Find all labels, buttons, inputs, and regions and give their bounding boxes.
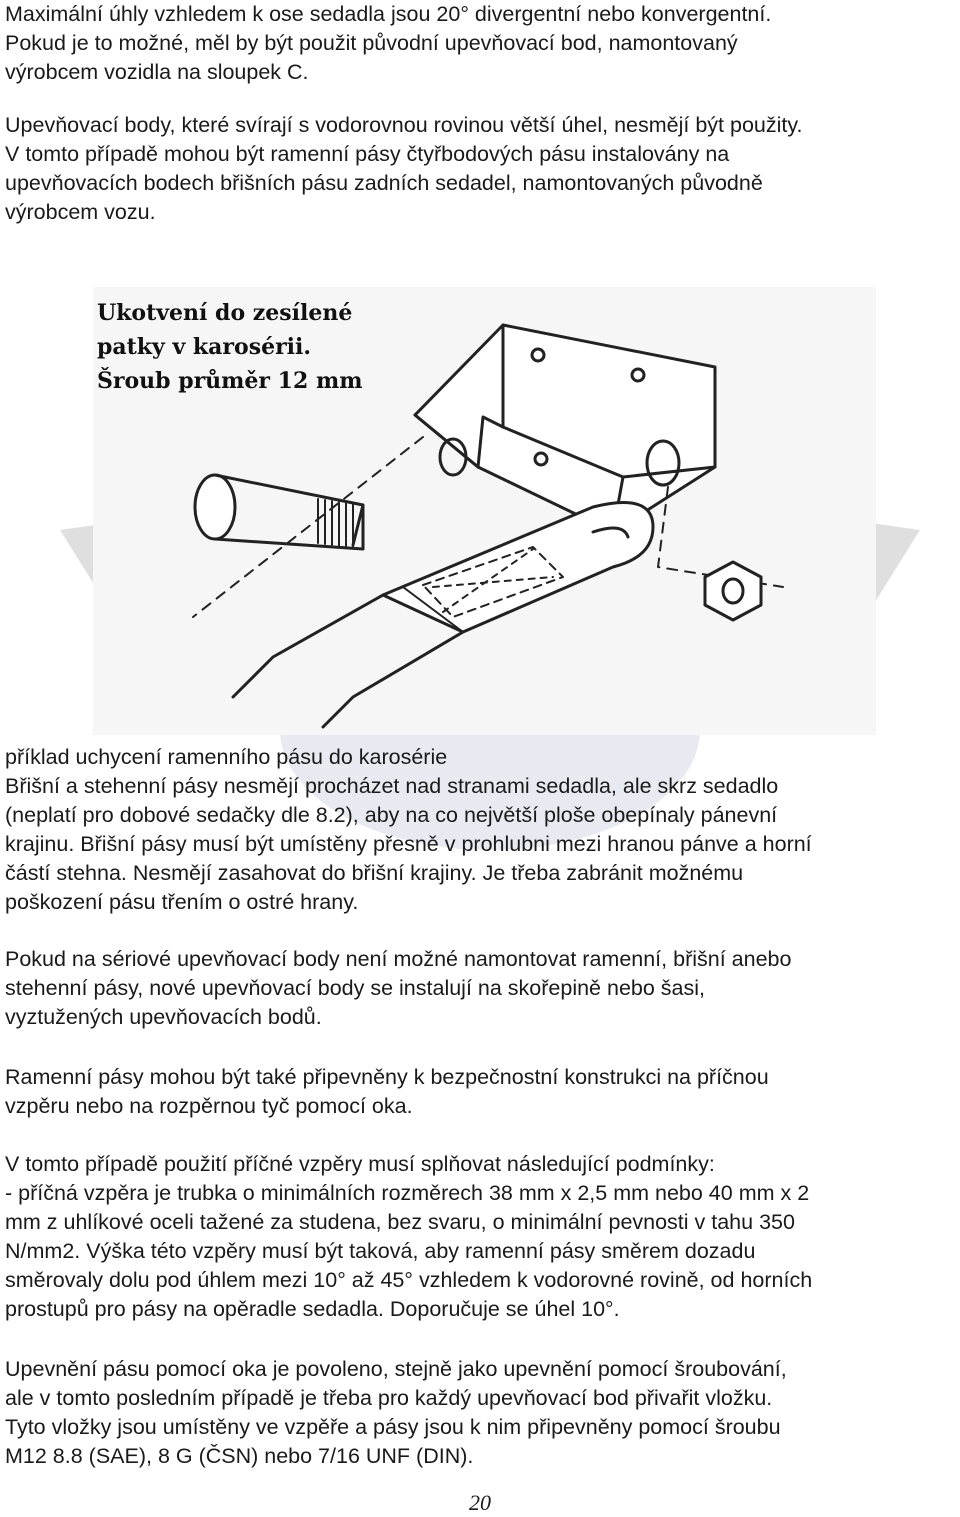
text-line: Pokud je to možné, měl by být použit původní upevňovací bod, namontovaný — [5, 31, 738, 55]
text-line: mm z uhlíkové oceli tažené za studena, bez svaru, o minimální pevnosti v tahu 350 — [5, 1210, 795, 1234]
text-line: výrobcem vozu. — [5, 200, 156, 224]
text-line: V tomto případě mohou být ramenní pásy čtyřbodových pásu instalovány na — [5, 142, 730, 166]
text-line: - příčná vzpěra je trubka o minimálních rozměrech 38 mm x 2,5 mm nebo 40 mm x 2 — [5, 1181, 810, 1205]
text-line: Ramenní pásy mohou být také připevněny k bezpečnostní konstrukci na příčnou — [5, 1065, 769, 1089]
paragraph-roll-cage-mount — [5, 1063, 957, 1121]
text-line: Upevnění pásu pomocí oka je povoleno, stejně jako upevnění pomocí šroubování, — [5, 1357, 787, 1381]
text-line: částí stehna. Nesmějí zasahovat do břišní krajiny. Je třeba zabránit možnému — [5, 861, 744, 885]
text-line: Tyto vložky jsou umístěny ve vzpěře a pásy jsou k nim připevněny pomocí šroubu — [5, 1415, 781, 1439]
text-line: (neplatí pro dobové sedačky dle 8.2), aby na co největší ploše obepínaly pánevní — [5, 803, 778, 827]
figure-caption-line: Ukotvení do zesílené — [97, 300, 353, 326]
text-line: Břišní a stehenní pásy nesmějí procházet nad stranami sedadla, ale skrz sedadlo — [5, 774, 779, 798]
paragraph-seat-angles — [5, 0, 957, 87]
paragraph-cross-bar-conditions — [5, 1150, 957, 1324]
text-line: výrobcem vozidla na sloupek C. — [5, 60, 309, 84]
text-line: upevňovacích bodech břišních pásu zadních sedadel, namontovaných původně — [5, 171, 763, 195]
text-line: prostupů pro pásy na opěradle sedadla. Doporučuje se úhel 10°. — [5, 1297, 620, 1321]
text-line: ale v tomto posledním případě je třeba pro každý upevňovací bod přivařit vložku. — [5, 1386, 773, 1410]
text-line: Pokud na sériové upevňovací body není možné namontovat ramenní, břišní anebo — [5, 947, 792, 971]
text-line: směrovaly dolu pod úhlem mezi 10° až 45° vzhledem k vodorovné rovině, od horních — [5, 1268, 813, 1292]
page-number: 20 — [469, 1490, 491, 1515]
text-line: M12 8.8 (SAE), 8 G (ČSN) nebo 7/16 UNF (DIN). — [5, 1444, 474, 1468]
paragraph-new-anchor-points — [5, 945, 957, 1032]
paragraph-lap-belts — [5, 743, 957, 917]
paragraph-eye-fixing — [5, 1355, 957, 1471]
text-line: příklad uchycení ramenního pásu do karosérie — [5, 745, 448, 769]
paragraph-anchor-points — [5, 111, 957, 227]
text-line: krajinu. Břišní pásy musí být umístěny přesně v prohlubni mezi hranou pánve a horní — [5, 832, 812, 856]
figure-caption-line: patky v karosérii. — [97, 334, 312, 360]
text-line: vzpěru nebo na rozpěrnou tyč pomocí oka. — [5, 1094, 413, 1118]
figure-caption — [97, 296, 363, 398]
text-line: Maximální úhly vzhledem k ose sedadla jsou 20° divergentní nebo konvergentní. — [5, 2, 772, 26]
figure-caption-line: Šroub průměr 12 mm — [97, 368, 363, 394]
text-line: poškození pásu třením o ostré hrany. — [5, 890, 359, 914]
text-line: Upevňovací body, které svírají s vodorovnou rovinou větší úhel, nesmějí být použity. — [5, 113, 803, 137]
text-line: N/mm2. Výška této vzpěry musí být taková, aby ramenní pásy směrem dozadu — [5, 1239, 756, 1263]
text-line: stehenní pásy, nové upevňovací body se instalují na skořepině nebo šasi, — [5, 976, 705, 1000]
text-line: V tomto případě použití příčné vzpěry musí splňovat následující podmínky: — [5, 1152, 715, 1176]
text-line: vyztužených upevňovacích bodů. — [5, 1005, 322, 1029]
